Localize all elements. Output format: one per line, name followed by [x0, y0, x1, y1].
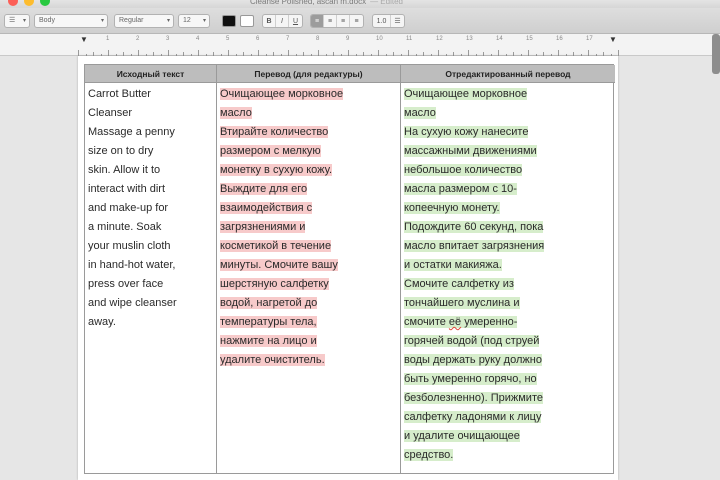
cell-line: небольшое количество: [404, 164, 523, 176]
cell-line: Смочите салфетку из: [404, 278, 514, 290]
align-left-button[interactable]: ≡: [311, 15, 324, 27]
font-size-select[interactable]: [178, 14, 210, 28]
header-edited-translation: Отредактированный перевод: [401, 65, 615, 83]
cell-line: удалите очиститель.: [220, 354, 325, 366]
underline-button[interactable]: U: [292, 17, 299, 25]
cell-line: и остатки макияжа.: [404, 259, 502, 271]
cell-line: копеечную монету.: [404, 202, 500, 214]
cell-line: your muslin cloth: [88, 240, 171, 252]
cell-line: a minute. Soak: [88, 221, 162, 233]
list-icon: ☰: [9, 17, 16, 24]
cell-line: Очищающее морковное: [220, 88, 344, 100]
cell-line: средство.: [404, 449, 454, 461]
spacing-buttons: [372, 14, 405, 28]
cell-line: Massage a penny: [88, 126, 175, 138]
align-right-button[interactable]: ≡: [337, 15, 350, 27]
cell-line: безболезненно). Прижмите: [404, 392, 543, 404]
ruler-number: 7: [286, 36, 290, 42]
cell-line: нажмите на лицо и: [220, 335, 317, 347]
cell-line: and wipe cleanser: [88, 297, 177, 309]
cell-line: воды держать руку должно: [404, 354, 542, 366]
ruler-number: 8: [316, 36, 320, 42]
ruler-number: 16: [556, 36, 563, 42]
edited-translation-cell[interactable]: [401, 83, 615, 473]
format-toolbar: [0, 8, 720, 34]
cell-line: горячей водой (под струей: [404, 335, 540, 347]
cell-line: масло: [220, 107, 252, 119]
ruler-number: 10: [376, 36, 383, 42]
cell-line: and make-up for: [88, 202, 169, 214]
left-indent-marker-icon[interactable]: ▼: [80, 35, 88, 44]
cell-line: size on to dry: [88, 145, 154, 157]
ruler-scale: [78, 36, 618, 56]
edited-translation-text: [404, 85, 544, 465]
ruler-number: 13: [466, 36, 473, 42]
cell-line: тончайшего муслина и: [404, 297, 520, 309]
cell-line: монетку в сухую кожу.: [220, 164, 333, 176]
cell-line: шерстяную салфетку: [220, 278, 329, 290]
ruler-number: 4: [196, 36, 200, 42]
highlight-color-swatch[interactable]: [240, 15, 254, 27]
text-color-swatch[interactable]: [222, 15, 236, 27]
ruler[interactable]: [0, 34, 720, 56]
vertical-scrollbar-thumb[interactable]: [712, 34, 720, 74]
cell-line: водой, нагретой до: [220, 297, 318, 309]
cell-line: размером с мелкую: [220, 145, 321, 157]
cell-line: Выждите для его: [220, 183, 308, 195]
cell-line: interact with dirt: [88, 183, 166, 195]
cell-line: in hand-hot water,: [88, 259, 176, 271]
cell-line: Carrot Butter: [88, 88, 151, 100]
line-spacing-button[interactable]: 1.0: [373, 15, 391, 27]
ruler-number: 6: [256, 36, 260, 42]
draft-translation-cell[interactable]: [217, 83, 401, 473]
font-family-value: Regular: [119, 17, 144, 24]
document-page[interactable]: [78, 56, 618, 480]
cell-line: press over face: [88, 278, 164, 290]
document-canvas: [0, 56, 720, 480]
ruler-number: 15: [526, 36, 533, 42]
zoom-window-button[interactable]: [40, 0, 50, 6]
ruler-number: 17: [586, 36, 593, 42]
cell-line: массажными движениями: [404, 145, 537, 157]
chevron-down-icon: ▾: [100, 18, 104, 24]
ruler-number: 11: [406, 36, 413, 42]
spelling-error-mark[interactable]: её: [448, 316, 462, 328]
cell-line: минуты. Смочите вашу: [220, 259, 338, 271]
ruler-number: 12: [436, 36, 443, 42]
cell-line: Очищающее морковное: [404, 88, 528, 100]
draft-translation-text: [220, 85, 343, 370]
ruler-number: 14: [496, 36, 503, 42]
ruler-number: 3: [166, 36, 170, 42]
ruler-number: 2: [136, 36, 140, 42]
cell-line: масло: [404, 107, 436, 119]
paragraph-style-value: Body: [39, 17, 55, 24]
edited-indicator: — Edited: [370, 0, 403, 6]
cell-line: смочите её умеренно-: [404, 316, 518, 328]
cell-line: Cleanser: [88, 107, 133, 119]
chevron-down-icon: ▾: [202, 18, 206, 24]
font-size-value: 12: [183, 17, 191, 24]
close-window-button[interactable]: [8, 0, 18, 6]
cell-line: салфетку ладонями к лицу: [404, 411, 542, 423]
ruler-number: 5: [226, 36, 230, 42]
list-button[interactable]: ☰: [394, 18, 401, 25]
cell-line: away.: [88, 316, 116, 328]
chevron-down-icon: ▾: [22, 18, 26, 24]
alignment-buttons: [310, 14, 364, 28]
cell-line: температуры тела,: [220, 316, 317, 328]
bold-button[interactable]: B: [263, 15, 276, 27]
align-center-button[interactable]: ≡: [324, 15, 337, 27]
header-source-text: Исходный текст: [85, 65, 217, 83]
cell-line: Подождите 60 секунд, пока: [404, 221, 544, 233]
title-bar: [0, 0, 720, 8]
cell-line: и удалите очищающее: [404, 430, 520, 442]
ruler-number: 9: [346, 36, 350, 42]
minimize-window-button[interactable]: [24, 0, 34, 6]
cell-line: взаимодействия с: [220, 202, 313, 214]
comparison-table: [84, 64, 614, 474]
cell-line: загрязнениями и: [220, 221, 306, 233]
right-indent-marker-icon[interactable]: ▼: [609, 35, 617, 44]
cell-line: На сухую кожу нанесите: [404, 126, 529, 138]
italic-button[interactable]: I: [276, 15, 289, 27]
text-style-buttons: [262, 14, 303, 28]
paragraph-style-select[interactable]: [34, 14, 108, 28]
align-justify-button[interactable]: ≡: [354, 17, 359, 25]
cell-line: косметикой в течение: [220, 240, 332, 252]
cell-line: масла размером с 10-: [404, 183, 517, 195]
cell-line: Втирайте количество: [220, 126, 329, 138]
header-draft-translation: Перевод (для редактуры): [217, 65, 401, 83]
cell-line: масло впитает загрязнения: [404, 240, 545, 252]
cell-line: быть умеренно горячо, но: [404, 373, 537, 385]
font-family-select[interactable]: [114, 14, 174, 28]
source-text-cell[interactable]: [85, 83, 217, 473]
list-style-select[interactable]: [4, 14, 30, 28]
document-title-text: Cleanse Polished, ascan m.docx: [250, 0, 367, 6]
ruler-number: 1: [106, 36, 110, 42]
document-title: [250, 0, 500, 7]
cell-line: skin. Allow it to: [88, 164, 161, 176]
chevron-down-icon: ▾: [166, 18, 170, 24]
source-text: [88, 85, 177, 332]
